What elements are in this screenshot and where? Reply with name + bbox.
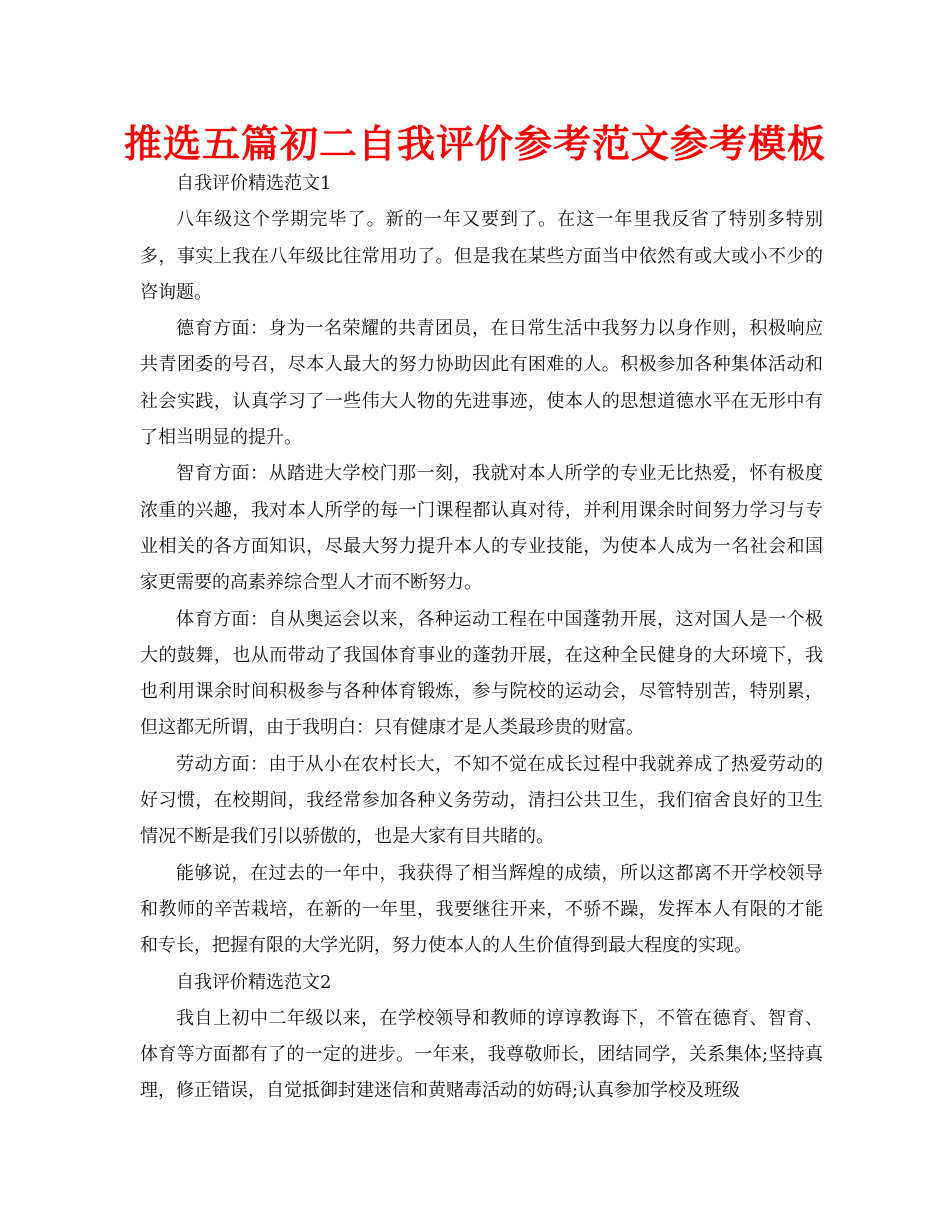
document-title: 推选五篇初二自我评价参考范文参考模板 <box>123 122 826 166</box>
body-paragraph: 劳动方面：由于从小在农村长大，不知不觉在成长过程中我就养成了热爱劳动的好习惯，在校期间，我经常参加各种义务劳动，清扫公共卫生，我们宿舍良好的卫生情况不断是我们引以骄傲的，也是大家有目共睹的。 <box>140 753 823 848</box>
section-heading: 自我评价精选范文1 <box>176 173 332 194</box>
body-paragraph: 能够说，在过去的一年中，我获得了相当辉煌的成绩，所以这都离不开学校领导和教师的辛苦栽培，在新的一年里，我要继往开来，不骄不躁，发挥本人有限的才能和专长，把握有限的大学光阴，努力使本人的人生价值得到最大程度的实现。 <box>140 862 823 957</box>
section-heading: 自我评价精选范文2 <box>176 971 332 993</box>
body-paragraph: 智育方面：从踏进大学校门那一刻，我就对本人所学的专业无比热爱，怀有极度浓重的兴趣，我对本人所学的每一门课程都认真对待，并利用课余时间努力学习与专业相关的各方面知识，尽最大努力提升本人的专业技能，为使本人成为一名社会和国家更需要的高素养综合型人才而不断努力。 <box>140 463 823 594</box>
document-body <box>140 166 823 1110</box>
body-paragraph: 体育方面：自从奥运会以来，各种运动工程在中国蓬勃开展，这对国人是一个极大的鼓舞，也从而带动了我国体育事业的蓬勃开展，在这种全民健身的大环境下，我也利用课余时间积极参与各种体育锻炼，参与院校的运动会，尽管特别苦，特别累，但这都无所谓，由于我明白：只有健康才是人类最珍贵的财富。 <box>140 608 823 739</box>
body-paragraph: 德育方面：身为一名荣耀的共青团员，在日常生活中我努力以身作则，积极响应共青团委的号召，尽本人最大的努力协助因此有困难的人。积极参加各种集体活动和社会实践，认真学习了一些伟大人物的先进事迹，使本人的思想道德水平在无形中有了相当明显的提升。 <box>140 318 823 449</box>
body-paragraph: 我自上初中二年级以来，在学校领导和教师的谆谆教诲下，不管在德育、智育、体育等方面都有了的一定的进步。一年来，我尊敬师长，团结同学，关系集体;坚持真理，修正错误，自觉抵御封建迷信和黄赌毒活动的妨碍;认真参加学校及班级 <box>140 1007 823 1102</box>
body-paragraph: 八年级这个学期完毕了。新的一年又要到了。在这一年里我反省了特别多特别多，事实上我在八年级比往常用功了。但是我在某些方面当中依然有或大或小不少的咨询题。 <box>140 209 823 303</box>
